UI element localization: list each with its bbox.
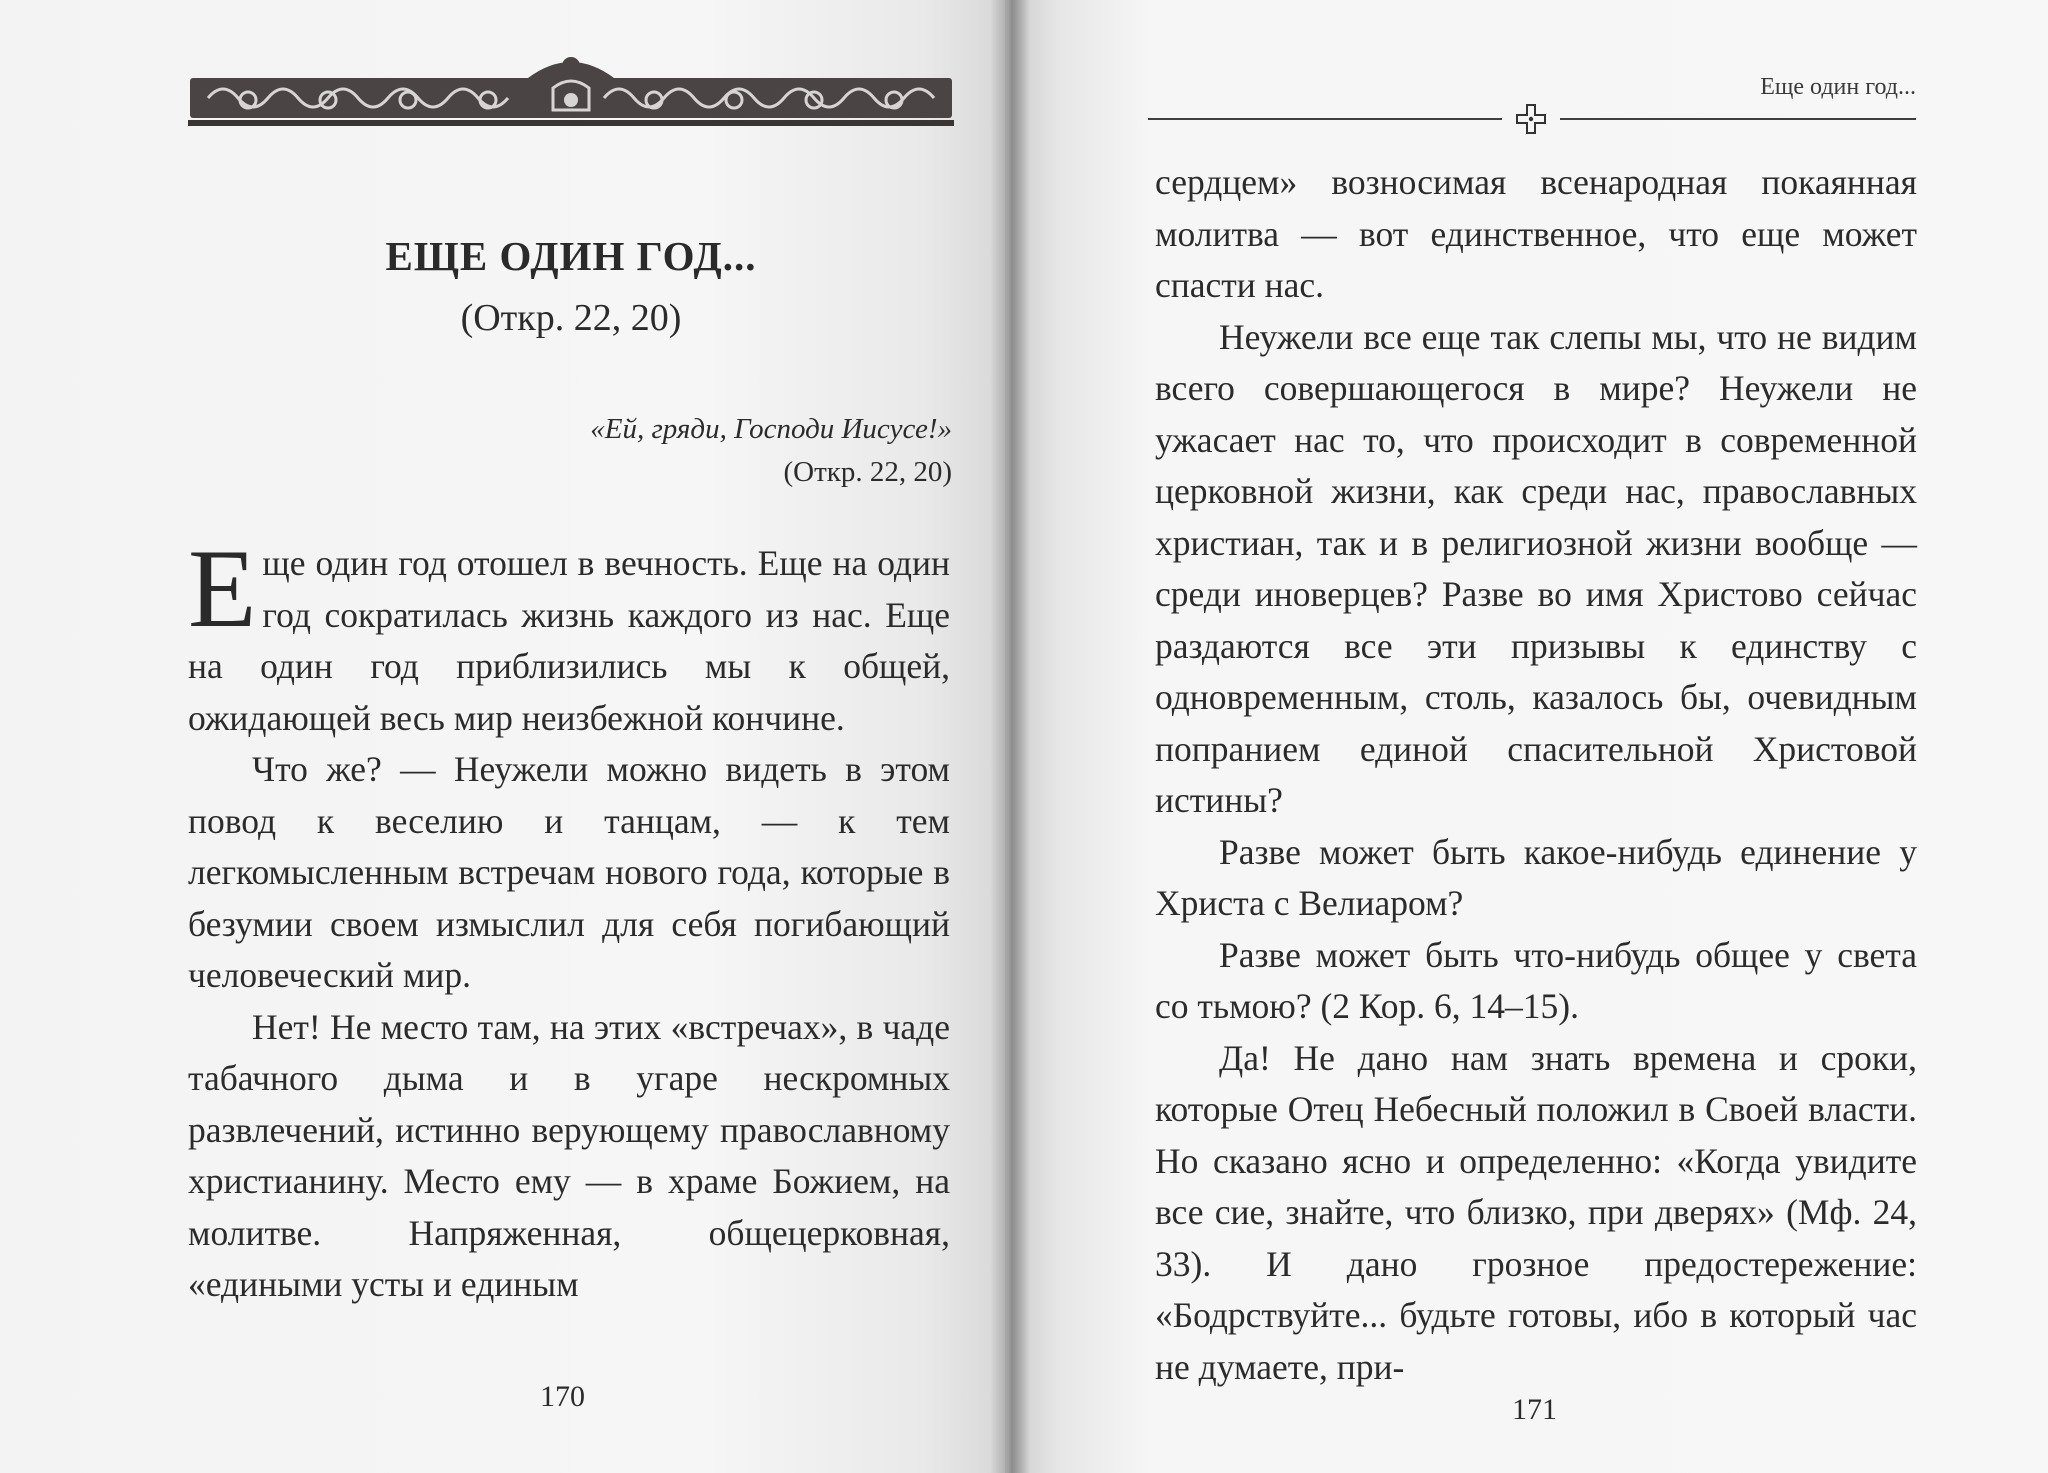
paragraph: Разве может быть что-нибудь общее у света со тьмою? (2 Кор. 6, 14–15). [1155, 934, 1917, 1026]
cross-icon [1514, 102, 1548, 136]
page-number: 171 [1512, 1393, 1557, 1426]
left-body-text [188, 527, 950, 1311]
left-page [0, 0, 1005, 1473]
epigraph-source: (Откр. 22, 20) [783, 456, 952, 488]
ornamental-header-band-icon [188, 50, 954, 130]
chapter-title: ЕЩЕ ОДИН ГОД... [385, 233, 757, 279]
paragraph: Нет! Не место там, на этих «встречах», в чаде табачного дыма и в угаре нескромных развлечений, истинно верующему православному христианину. Место ему — в храме Божием, на молитве. Напряженная, общецерковная, «едиными усты и единым [188, 1006, 950, 1304]
chapter-reference: (Откр. 22, 20) [460, 297, 682, 339]
header-rule [1148, 118, 1502, 120]
epigraph-quote: «Ей, гряди, Господи Иисусе!» [590, 413, 952, 445]
paragraph: Разве может быть какое-нибудь единение у Христа с Велиаром? [1155, 831, 1917, 923]
paragraph: Да! Не дано нам знать времена и сроки, которые Отец Небесный положил в Своей власти. Но сказано ясно и определенно: «Когда увидите все сие, знайте, что близко, при дверях» (Мф. 24, 33). И дано грозное предостережение: «Бодрствуйте... будьте готовы, ибо в который час не думаете, при- [1155, 1037, 1917, 1387]
page-number: 170 [540, 1380, 585, 1413]
header-rule [1560, 118, 1916, 120]
paragraph: Что же? — Неужели можно видеть в этом повод к веселию и танцам, — к тем легкомысленным встречам нового года, которые в безумии своем измыслил для себя погибающий человеческий мир. [188, 749, 950, 995]
paragraph: Неужели все еще так слепы мы, что не видим всего совершающегося в мире? Неужели не ужасает нас то, что происходит в современной церковной жизни, как среди нас, православных христиан, так и в религиозной жизни вообще — среди иноверцев? Разве во имя Христово сейчас раздаются все эти призывы к единству с одновременным, столь, казалось бы, очевидным попранием единой спасительной Христовой истины? [1155, 316, 1917, 820]
book-gutter [990, 0, 1030, 1473]
epigraph [400, 408, 952, 494]
right-body-text [1155, 157, 1917, 1393]
drop-cap: Е [188, 527, 257, 651]
paragraph-text: ще один год отошел в вечность. Еще на один год сократилась жизнь каждого из нас. Еще на один год приблизились мы к общей, ожидающей весь мир неизбежной кончине. [188, 543, 950, 738]
paragraph: сердцем» возносимая всенародная покаянная молитва — вот единственное, что еще может спасти нас. [1155, 162, 1917, 305]
running-head: Еще один год... [1760, 74, 1916, 100]
paragraph [188, 527, 950, 744]
